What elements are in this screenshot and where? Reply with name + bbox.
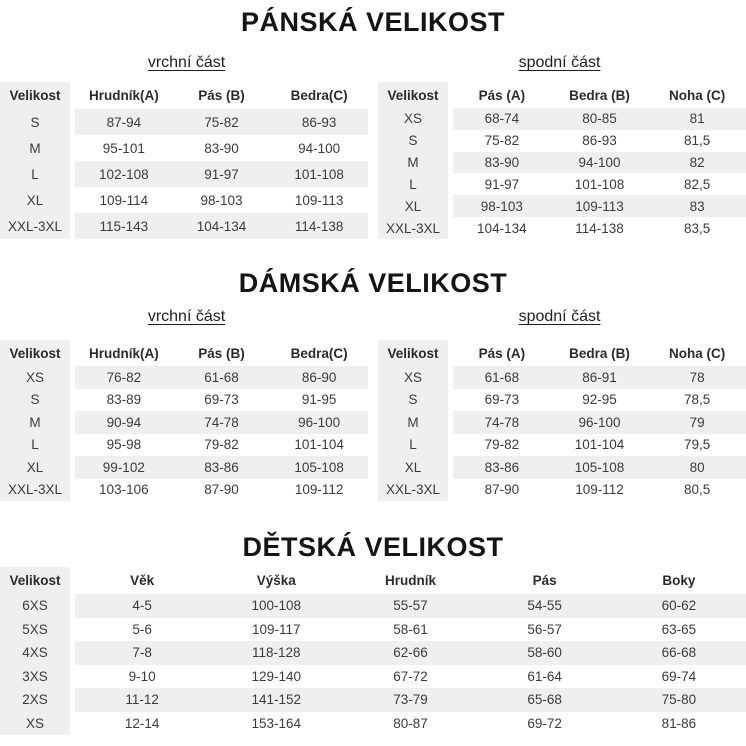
kids-section-title: DĚTSKÁ VELIKOST — [242, 532, 504, 562]
size-value-cell: 69-74 — [612, 665, 746, 689]
table-row — [0, 161, 368, 187]
column-header: Pás (A) — [453, 82, 551, 108]
column-header: Bedra (B) — [551, 340, 649, 366]
size-value-cell: 12-14 — [75, 712, 209, 736]
size-value-cell: 92-95 — [551, 389, 649, 412]
size-label-cell: XL — [378, 195, 453, 217]
table-row — [0, 213, 368, 239]
column-header: Boky — [612, 567, 746, 594]
size-value-cell: 58-61 — [343, 618, 477, 642]
size-value-cell: 129-140 — [209, 665, 343, 689]
size-value-cell: 91-95 — [270, 389, 368, 412]
size-label-cell: XS — [378, 366, 453, 389]
size-value-cell: 80-87 — [343, 712, 477, 736]
size-label-cell: XXL-3XL — [378, 217, 453, 239]
size-label-cell: S — [378, 389, 453, 412]
column-header: Hrudník(A) — [75, 340, 173, 366]
size-label-cell: XL — [0, 456, 75, 479]
size-value-cell: 109-114 — [75, 187, 173, 213]
size-value-cell: 79 — [648, 411, 746, 434]
size-value-cell: 104-134 — [173, 213, 271, 239]
column-header: Noha (C) — [648, 82, 746, 108]
size-label-cell: XS — [0, 366, 75, 389]
size-value-cell: 104-134 — [453, 217, 551, 239]
size-value-cell: 69-73 — [453, 389, 551, 412]
size-value-cell: 115-143 — [75, 213, 173, 239]
size-value-cell: 109-113 — [270, 187, 368, 213]
size-value-cell: 109-113 — [551, 195, 649, 217]
size-value-cell: 81,5 — [648, 130, 746, 152]
header-row — [0, 82, 368, 109]
section-men — [0, 6, 746, 239]
size-label-cell: 6XS — [0, 594, 75, 618]
column-header: Velikost — [0, 82, 75, 109]
size-value-cell: 101-108 — [551, 173, 649, 195]
size-label-cell: L — [0, 161, 75, 187]
table-row — [378, 195, 746, 217]
size-label-cell: S — [0, 109, 75, 135]
size-label-cell: XXL-3XL — [0, 213, 75, 239]
size-value-cell: 95-98 — [75, 434, 173, 457]
size-value-cell: 73-79 — [343, 688, 477, 712]
column-header: Věk — [75, 567, 209, 594]
size-value-cell: 91-97 — [173, 161, 271, 187]
size-value-cell: 83-86 — [453, 456, 551, 479]
size-value-cell: 141-152 — [209, 688, 343, 712]
size-value-cell: 60-62 — [612, 594, 746, 618]
size-value-cell: 118-128 — [209, 641, 343, 665]
size-value-cell: 69-73 — [173, 389, 271, 412]
column-header: Pás (B) — [173, 340, 271, 366]
size-value-cell: 80,5 — [648, 479, 746, 502]
women-lower-part-label: spodní část — [518, 308, 601, 325]
size-value-cell: 54-55 — [478, 594, 612, 618]
size-label-cell: XS — [0, 712, 75, 736]
table-row — [0, 688, 746, 712]
size-label-cell: XL — [378, 456, 453, 479]
table-row — [378, 152, 746, 174]
header-row — [0, 567, 746, 594]
size-label-cell: XL — [0, 187, 75, 213]
column-header: Bedra(C) — [270, 340, 368, 366]
column-header: Bedra(C) — [270, 82, 368, 109]
size-value-cell: 94-100 — [551, 152, 649, 174]
kids-size-table — [0, 567, 746, 735]
column-header: Velikost — [0, 340, 75, 366]
column-header: Pás (B) — [173, 82, 271, 109]
size-value-cell: 83 — [648, 195, 746, 217]
size-label-cell: L — [0, 434, 75, 457]
size-value-cell: 7-8 — [75, 641, 209, 665]
size-value-cell: 83-89 — [75, 389, 173, 412]
size-value-cell: 74-78 — [173, 411, 271, 434]
size-value-cell: 67-72 — [343, 665, 477, 689]
size-value-cell: 75-82 — [173, 109, 271, 135]
size-value-cell: 101-104 — [270, 434, 368, 457]
women-lower-size-table — [378, 340, 746, 501]
size-label-cell: 3XS — [0, 665, 75, 689]
size-value-cell: 79-82 — [453, 434, 551, 457]
size-value-cell: 83,5 — [648, 217, 746, 239]
column-header: Velikost — [378, 340, 453, 366]
table-row — [378, 389, 746, 412]
women-upper-part-label: vrchní část — [147, 308, 226, 325]
size-value-cell: 5-6 — [75, 618, 209, 642]
size-value-cell: 101-108 — [270, 161, 368, 187]
size-value-cell: 105-108 — [270, 456, 368, 479]
men-lower-part-label: spodní část — [518, 54, 601, 71]
column-header: Pás (A) — [453, 340, 551, 366]
table-row — [378, 173, 746, 195]
size-value-cell: 99-102 — [75, 456, 173, 479]
table-row — [0, 109, 368, 135]
size-value-cell: 86-93 — [551, 130, 649, 152]
size-value-cell: 58-60 — [478, 641, 612, 665]
size-label-cell: S — [378, 130, 453, 152]
size-label-cell: M — [378, 152, 453, 174]
size-value-cell: 100-108 — [209, 594, 343, 618]
size-value-cell: 98-103 — [453, 195, 551, 217]
size-value-cell: 114-138 — [270, 213, 368, 239]
table-row — [378, 108, 746, 130]
men-sublabel-row — [0, 53, 746, 73]
table-row — [0, 456, 368, 479]
section-kids — [0, 531, 746, 735]
size-label-cell: 2XS — [0, 688, 75, 712]
women-upper-size-table — [0, 340, 368, 501]
size-value-cell: 98-103 — [173, 187, 271, 213]
column-header: Pás — [478, 567, 612, 594]
column-header: Velikost — [0, 567, 75, 594]
size-label-cell: XXL-3XL — [378, 479, 453, 502]
table-row — [378, 434, 746, 457]
size-label-cell: M — [0, 411, 75, 434]
size-value-cell: 91-97 — [453, 173, 551, 195]
column-header: Hrudník(A) — [75, 82, 173, 109]
men-upper-size-table — [0, 82, 368, 239]
size-value-cell: 86-90 — [270, 366, 368, 389]
size-value-cell: 80 — [648, 456, 746, 479]
size-label-cell: 4XS — [0, 641, 75, 665]
table-row — [0, 411, 368, 434]
size-value-cell: 55-57 — [343, 594, 477, 618]
header-row — [378, 82, 746, 108]
column-header: Bedra (B) — [551, 82, 649, 108]
size-value-cell: 61-68 — [173, 366, 271, 389]
size-value-cell: 114-138 — [551, 217, 649, 239]
size-label-cell: M — [0, 135, 75, 161]
table-row — [0, 434, 368, 457]
table-row — [378, 411, 746, 434]
header-row — [378, 340, 746, 366]
size-value-cell: 9-10 — [75, 665, 209, 689]
size-value-cell: 56-57 — [478, 618, 612, 642]
size-label-cell: S — [0, 389, 75, 412]
size-value-cell: 87-90 — [173, 479, 271, 502]
size-value-cell: 66-68 — [612, 641, 746, 665]
size-label-cell: XS — [378, 108, 453, 130]
size-value-cell: 82 — [648, 152, 746, 174]
column-header: Hrudník — [343, 567, 477, 594]
men-section-title: PÁNSKÁ VELIKOST — [240, 7, 506, 37]
table-row — [0, 135, 368, 161]
size-value-cell: 78,5 — [648, 389, 746, 412]
table-row — [378, 217, 746, 239]
size-value-cell: 62-66 — [343, 641, 477, 665]
header-row — [0, 340, 368, 366]
table-row — [0, 618, 746, 642]
size-label-cell: L — [378, 434, 453, 457]
size-value-cell: 80-85 — [551, 108, 649, 130]
column-header: Velikost — [378, 82, 453, 108]
women-sublabel-row — [0, 307, 746, 327]
size-value-cell: 87-90 — [453, 479, 551, 502]
table-row — [0, 665, 746, 689]
column-header: Výška — [209, 567, 343, 594]
table-row — [378, 366, 746, 389]
size-value-cell: 79,5 — [648, 434, 746, 457]
size-value-cell: 86-91 — [551, 366, 649, 389]
table-row — [0, 712, 746, 736]
size-value-cell: 105-108 — [551, 456, 649, 479]
women-section-title: DÁMSKÁ VELIKOST — [238, 268, 508, 298]
size-value-cell: 74-78 — [453, 411, 551, 434]
size-value-cell: 82,5 — [648, 173, 746, 195]
size-value-cell: 79-82 — [173, 434, 271, 457]
size-value-cell: 68-74 — [453, 108, 551, 130]
size-value-cell: 76-82 — [75, 366, 173, 389]
size-value-cell: 96-100 — [270, 411, 368, 434]
size-value-cell: 102-108 — [75, 161, 173, 187]
table-row — [0, 594, 746, 618]
size-label-cell: L — [378, 173, 453, 195]
size-value-cell: 101-104 — [551, 434, 649, 457]
size-value-cell: 83-90 — [173, 135, 271, 161]
men-lower-size-table — [378, 82, 746, 239]
table-row — [0, 389, 368, 412]
column-header: Noha (C) — [648, 340, 746, 366]
size-value-cell: 61-64 — [478, 665, 612, 689]
size-label-cell: XXL-3XL — [0, 479, 75, 502]
table-row — [0, 187, 368, 213]
size-value-cell: 78 — [648, 366, 746, 389]
table-row — [0, 366, 368, 389]
size-value-cell: 75-82 — [453, 130, 551, 152]
size-value-cell: 75-80 — [612, 688, 746, 712]
table-row — [378, 130, 746, 152]
size-value-cell: 81 — [648, 108, 746, 130]
size-value-cell: 90-94 — [75, 411, 173, 434]
size-value-cell: 86-93 — [270, 109, 368, 135]
size-value-cell: 109-112 — [270, 479, 368, 502]
size-value-cell: 61-68 — [453, 366, 551, 389]
table-row — [378, 456, 746, 479]
size-value-cell: 65-68 — [478, 688, 612, 712]
size-value-cell: 87-94 — [75, 109, 173, 135]
size-value-cell: 94-100 — [270, 135, 368, 161]
size-value-cell: 83-86 — [173, 456, 271, 479]
size-value-cell: 11-12 — [75, 688, 209, 712]
size-label-cell: 5XS — [0, 618, 75, 642]
size-value-cell: 63-65 — [612, 618, 746, 642]
table-row — [0, 479, 368, 502]
size-value-cell: 95-101 — [75, 135, 173, 161]
section-women — [0, 267, 746, 501]
table-row — [0, 641, 746, 665]
size-value-cell: 81-86 — [612, 712, 746, 736]
size-value-cell: 153-164 — [209, 712, 343, 736]
size-value-cell: 83-90 — [453, 152, 551, 174]
size-value-cell: 109-112 — [551, 479, 649, 502]
size-value-cell: 96-100 — [551, 411, 649, 434]
size-value-cell: 4-5 — [75, 594, 209, 618]
size-label-cell: M — [378, 411, 453, 434]
table-row — [378, 479, 746, 502]
size-value-cell: 69-72 — [478, 712, 612, 736]
men-upper-part-label: vrchní část — [147, 54, 226, 71]
size-value-cell: 103-106 — [75, 479, 173, 502]
size-value-cell: 109-117 — [209, 618, 343, 642]
